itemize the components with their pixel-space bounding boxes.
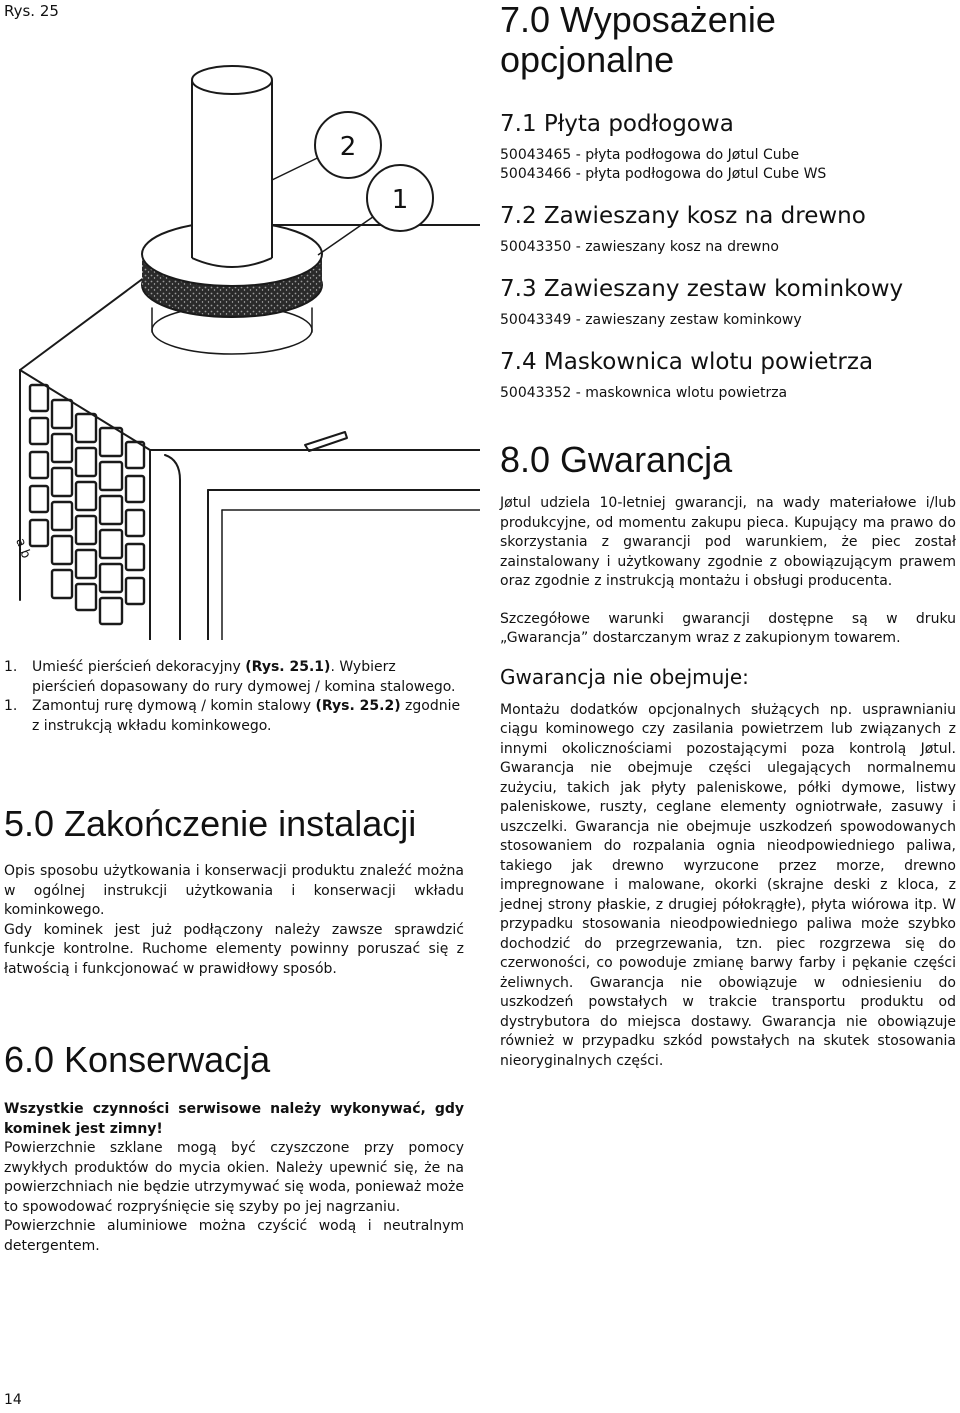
option-heading: 7.4 Maskownica wlotu powietrza: [500, 349, 874, 375]
option-item: [500, 275, 955, 330]
step-text-part: Umieść pierścień dekoracyjny: [32, 659, 246, 675]
step-item: [4, 697, 462, 736]
section-6-warning-text: Wszystkie czynności serwisowe należy wykonywać, gdy kominek jest zimny!: [4, 1101, 464, 1137]
step-text-part: Zamontuj rurę dymową / komin stalowy: [32, 698, 316, 714]
installation-steps: [4, 658, 462, 736]
step-text-part: zgodnie z instrukcją wkładu kominkowego.: [32, 698, 461, 734]
section-5-paragraph: Gdy kominek jest już podłączony należy zawsze sprawdzić funkcje kontrolne. Ruchome elementy powinny poruszać się z łatwością i funkcjonować w prawidłowy sposób.: [4, 921, 464, 977]
section-6-warning: [4, 1100, 464, 1139]
section-8-subtitle: Gwarancja nie obejmuje:: [500, 664, 749, 689]
section-5-paragraph: Opis sposobu użytkowania i konserwacji produktu znaleźć można w ogólnej instrukcji użytkowania i konserwacji wkładu kominkowego.: [4, 863, 464, 918]
option-line: 50043349 - zawieszany zestaw kominkowy: [500, 312, 802, 328]
callout-2-label: 2: [339, 132, 357, 162]
step-text: [32, 658, 462, 697]
step-number: 1.: [4, 659, 18, 675]
figure-label: Rys. 25: [4, 2, 59, 20]
step-number: 1.: [4, 698, 18, 714]
section-5: [4, 804, 464, 979]
section-8-paragraph: Jøtul udziela 10-letniej gwarancji, na wady materiałowe i/lub produkcyjne, od momentu zakupu pieca. Kupujący ma prawo do skorzystania z gwarancji pod warunkiem, że piec został zainstalowany i użytkowany zgodnie z obowiązującym prawem oraz zgodnie z instrukcją montażu i obsługi producenta.: [500, 495, 956, 589]
option-item: [500, 348, 955, 403]
stove-chimney-illustration: [0, 40, 480, 640]
figure-reference: (Rys. 25.2): [315, 698, 401, 714]
option-heading: 7.1 Płyta podłogowa: [500, 111, 734, 137]
option-item: [500, 110, 955, 184]
section-7: [500, 0, 955, 403]
option-item: [500, 202, 955, 257]
option-line: 50043465 - płyta podłogowa do Jøtul Cube: [500, 147, 800, 163]
page-number: 14: [4, 1392, 22, 1408]
section-8: [500, 440, 956, 1071]
figure-reference: (Rys. 25.1): [245, 659, 331, 675]
section-6: [4, 1040, 464, 1256]
step-text: [32, 697, 462, 736]
step-text-part: . Wybierz pierścień dopasowany do rury dymowej / komina stalowego.: [32, 659, 456, 695]
corner-mark: a.b: [12, 536, 34, 561]
step-item: [4, 658, 462, 697]
option-heading: 7.3 Zawieszany zestaw kominkowy: [500, 276, 904, 302]
option-line: 50043350 - zawieszany kosz na drewno: [500, 239, 779, 255]
option-line: 50043466 - płyta podłogowa do Jøtul Cube WS: [500, 166, 827, 182]
callout-1: [367, 165, 433, 231]
section-8-title: 8.0 Gwarancja: [500, 439, 733, 480]
callout-1-label: 1: [391, 185, 409, 215]
section-6-paragraph: Powierzchnie szklane mogą być czyszczone przy pomocy zwykłych produktów do mycia okien. Należy upewnić się, że na powierzchniach nie będzie utrzymywać się woda, ponieważ może to spowodować rozpryśnięcie się szyby po jej nagrzaniu.: [4, 1140, 464, 1215]
section-6-paragraph: Powierzchnie aluminiowe można czyścić wodą i neutralnym detergentem.: [4, 1218, 464, 1254]
section-8-paragraph: Montażu dodatków opcjonalnych służących np. usprawnianiu ciągu kominowego czy zasilania powietrzem lub związanych z innymi okolicznościami pozostającymi poza kontrolą Jøtul. Gwarancja nie obejmuje części ulegających normalnemu zużyciu, takich jak płyty paleniskowe, półki dymowe, listwy paleniskowe, ruszty, ceglane elementy ogniotrwałe, zasuwy i uszczelki. Gwarancja nie obejmuje uszkodzeń spowodowanych stosowaniem do rozpalania ognia nieodpowiedniego paliwa, takiego jak drewno wyrzucone przez morze, drewno impregnowane i malowane, okorki (skrajne deski z kloca, z jednej strony płaskie, z drugiej półokrągłe), płyta wiórowa itp. W przypadku stosowania nieodpowiedniego paliwa może szybko dochodzić do przegrzewania, tzn. piec rozgrzewa się do czerwoności, co powoduje zmianę barwy farby i pękanie części żeliwnych. Gwarancja nie obowiązuje w odniesieniu do uszkodzeń powstałych w trakcie transportu produktu od dystrybutora do miejsca dostawy. Gwarancja nie obowiązuje również w przypadku szkód powstałych na skutek stosowania nieoryginalnych części.: [500, 701, 956, 1069]
option-line: 50043352 - maskownica wlotu powietrza: [500, 385, 788, 401]
section-6-title: 6.0 Konserwacja: [4, 1039, 271, 1080]
section-7-title: 7.0 Wyposażenie opcjonalne: [500, 0, 776, 80]
callout-2: [315, 112, 381, 178]
section-8-paragraph: Szczegółowe warunki gwarancji dostępne są w druku „Gwarancja” dostarczanym wraz z zakupionym towarem.: [500, 610, 956, 646]
section-5-title: 5.0 Zakończenie instalacji: [4, 803, 417, 844]
option-heading: 7.2 Zawieszany kosz na drewno: [500, 203, 866, 229]
